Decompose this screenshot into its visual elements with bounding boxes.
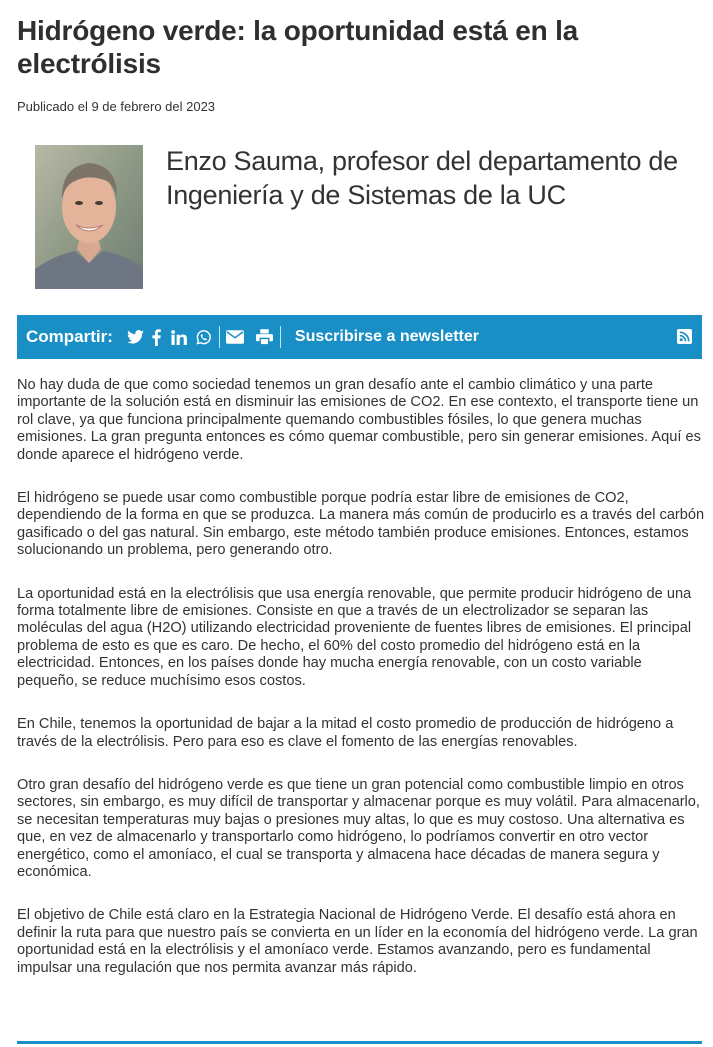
article-paragraph: Otro gran desafío del hidrógeno verde es que tiene un gran potencial como combustible limpio en otros sectores, sin embargo, es muy difícil de transportar y almacenar porque es muy volátil. Para almacenarlo, se necesitan temperaturas muy bajas o presiones muy altas, lo que es muy costoso. Una alternativa es que, en vez de almacenarlo y transportarlo como hidrógeno, lo podríamos convertir en otro vector energético, como el amoníaco, el cual se transporta y almacena hace décadas de manera segura y económica. xyxy=(17,776,700,880)
linkedin-icon[interactable] xyxy=(171,330,187,345)
article-paragraph: El hidrógeno se puede usar como combustible porque podría estar libre de emisiones de CO2, dependiendo de la forma en que se produzca. La manera más común de producirlo es a través del carbón gasificado o del gas natural. Sin embargo, este método también produce emisiones. Entonces, estamos solucionando un problema, pero generando otro. xyxy=(17,490,705,559)
article-title: Hidrógeno verde: la oportunidad está en la electrólisis xyxy=(17,15,579,79)
bottom-divider xyxy=(17,1041,702,1044)
article-paragraph: No hay duda de que como sociedad tenemos un gran desafío ante el cambio climático y una parte importante de la solución está en disminuir las emisiones de CO2. En ese contexto, el transporte tiene un rol clave, ya que funciona principalmente quemando combustibles fósiles, lo que genera muchas emisiones. La gran pregunta entonces es cómo quemar combustible, pero sin generar emisiones. Aquí es donde aparece el hidrógeno verde. xyxy=(17,377,701,463)
share-label: Compartir: xyxy=(26,327,113,346)
whatsapp-icon[interactable] xyxy=(195,329,212,346)
article-paragraph: En Chile, tenemos la oportunidad de bajar a la mitad el costo promedio de producción de hidrógeno a través de la electrólisis. Pero para eso es clave el fomento de las energías renovables. xyxy=(17,716,674,750)
article-paragraph: El objetivo de Chile está claro en la Estrategia Nacional de Hidrógeno Verde. El desafío está ahora en definir la ruta para que nuestro país se convierta en un líder en la economía del hidrógeno verde. La gran oportunidad está en la electrólisis y el amoníaco verde. Estamos avanzando, pero es fundamental impulsar una regulación que nos permita avanzar más rápido. xyxy=(17,907,698,976)
share-divider xyxy=(280,326,281,348)
email-icon[interactable] xyxy=(226,330,244,344)
author-byline: Enzo Sauma, profesor del departamento de Ingeniería y de Sistemas de la UC xyxy=(166,146,678,210)
article-paragraph: La oportunidad está en la electrólisis que usa energía renovable, que permite producir hidrógeno de una forma totalmente libre de emisiones. Consiste en que a través de un electrolizador se separan las moléculas del agua (H2O) utilizando electricidad proveniente de fuentes libres de emisiones. El principal problema de esto es que es caro. De hecho, el 60% del costo promedio del hidrógeno está en la electricidad. Entonces, en los países donde hay mucha energía renovable, con un costo variable pequeño, se reduce muchísimo esos costos. xyxy=(17,585,692,689)
share-bar xyxy=(17,315,702,359)
publish-date: Publicado el 9 de febrero del 2023 xyxy=(17,99,216,114)
newsletter-link[interactable]: Suscribirse a newsletter xyxy=(294,328,479,345)
rss-icon[interactable] xyxy=(677,329,692,344)
print-icon[interactable] xyxy=(256,329,273,345)
share-divider xyxy=(219,326,220,348)
facebook-icon[interactable] xyxy=(152,329,161,346)
article-body xyxy=(17,377,705,1003)
twitter-icon[interactable] xyxy=(127,330,144,344)
author-photo xyxy=(35,145,143,289)
